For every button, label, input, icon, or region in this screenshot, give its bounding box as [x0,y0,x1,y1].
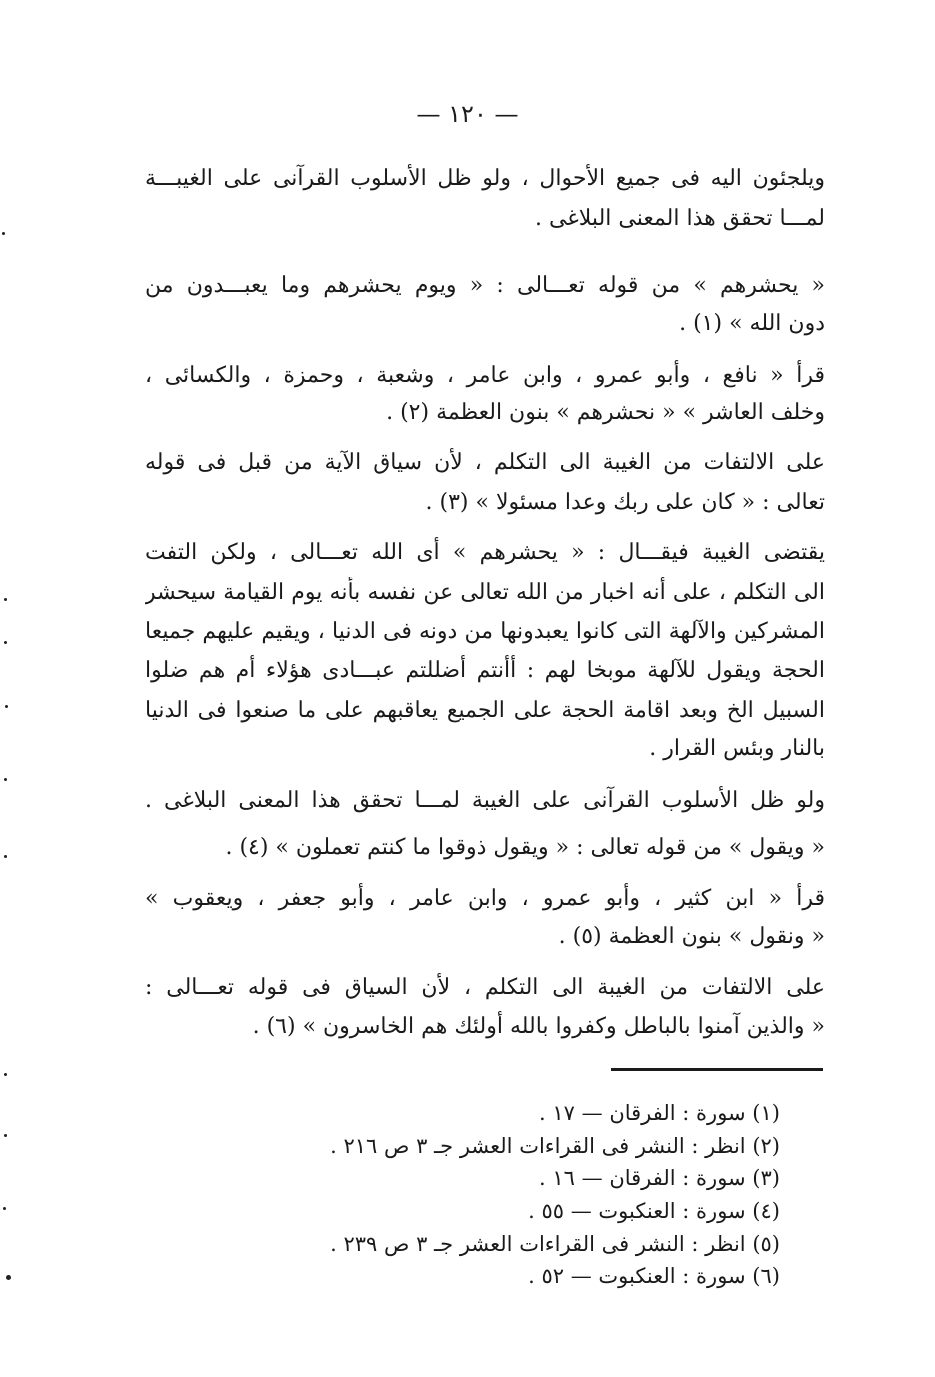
body-line: وخلف العاشر » « نحشرهم » بنون العظمة (٢) . [386,400,825,425]
footnote: (٦) سورة : العنكبوت — ٥٢ . [528,1264,780,1288]
body-line: قرأ « نافع ، وأبو عمرو ، وابن عامر ، وشعبة ، وحمزة ، والكسائى ، [145,363,825,388]
body-line: تعالى : « كان على ربك وعدا مسئولا » (٣) . [425,490,825,515]
body-line: ولو ظل الأسلوب القرآنى على الغيبة لمـــا تحقق هذا المعنى البلاغى . [145,788,825,813]
footnote: (٤) سورة : العنكبوت — ٥٥ . [528,1199,780,1223]
body-line: لمـــا تحقق هذا المعنى البلاغى . [534,206,825,231]
scan-speck [4,641,7,644]
scan-speck [5,705,8,708]
footnote: (٢) انظر : النشر فى القراءات العشر جـ ٣ ص ٢١٦ . [330,1134,780,1158]
body-line: « ويقول » من قوله تعالى : « ويقول ذوقوا ما كنتم تعملون » (٤) . [225,835,825,860]
body-line: السبيل الخ وبعد اقامة الحجة على الجميع يعاقبهم على ما صنعوا فى الدنيا [145,698,825,723]
body-line: على الالتفات من الغيبة الى التكلم ، لأن سياق الآية من قبل فى قوله [145,450,825,475]
body-line: قرأ « ابن كثير ، وأبو عمرو ، وابن عامر ، وأبو جعفر ، ويعقوب » [145,886,825,911]
body-line: الى التكلم ، على أنه اخبار من الله تعالى عن نفسه بأنه يوم القيامة سيحشر [145,580,825,605]
body-line: المشركين والآلهة التى كانوا يعبدونها من دونه فى الدنيا ، ويقيم عليهم جميعا [145,619,825,644]
scan-speck [4,855,7,858]
body-line: « ونقول » بنون العظمة (٥) . [558,924,825,949]
footnote: (١) سورة : الفرقان — ١٧ . [539,1101,780,1125]
page-number: — ١٢٠ — [416,100,519,128]
footnote: (٥) انظر : النشر فى القراءات العشر جـ ٣ ص ٢٣٩ . [330,1232,780,1256]
footnote: (٣) سورة : الفرقان — ١٦ . [539,1166,780,1190]
scan-speck [4,1073,7,1076]
scan-speck [6,1275,11,1280]
scan-speck [4,1134,7,1137]
scan-speck [4,778,7,781]
scan-speck [4,598,7,601]
body-line: ويلجئون اليه فى جميع الأحوال ، ولو ظل الأسلوب القرآنى على الغيبـــة [145,166,825,191]
scan-speck [3,1207,6,1210]
body-line: « يحشرهم » من قوله تعـــالى : « ويوم يحشرهم وما يعبـــدون من [145,273,825,298]
body-line: يقتضى الغيبة فيقـــال : « يحشرهم » أى الله تعـــالى ، ولكن التفت [145,540,825,565]
body-line: الحجة ويقول للآلهة موبخا لهم : أأنتم أضللتم عبـــادى هؤلاء أم هم ضلوا [145,658,825,683]
body-line: بالنار وبئس القرار . [649,736,825,761]
scan-speck [2,232,5,235]
body-line: « والذين آمنوا بالباطل وكفروا بالله أولئك هم الخاسرون » (٦) . [252,1014,825,1039]
body-line: على الالتفات من الغيبة الى التكلم ، لأن السياق فى قوله تعـــالى : [145,975,825,1000]
footnote-separator [611,1068,823,1071]
body-line: دون الله » (١) . [679,311,825,336]
